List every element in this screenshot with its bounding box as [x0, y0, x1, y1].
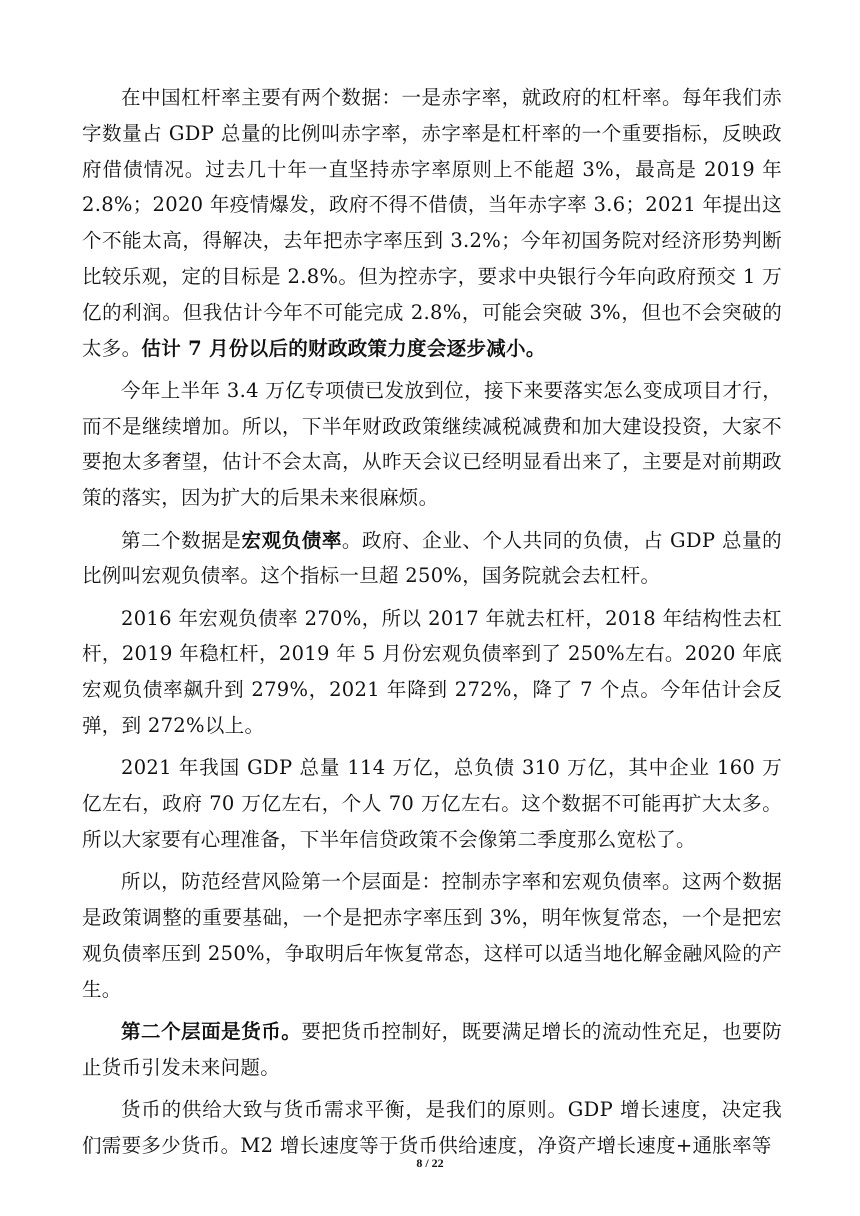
paragraph-text: 2016 年宏观负债率 270%，所以 2017 年就去杠杆，2018 年结构性去杠杆，2019 年稳杠杆，2019 年 5 月份宏观负债率到了 250%左右。2020 年底宏观负债率飙升到 279%，2021 年降到 272%，降了 7 个点。今年估计会反弹，到 272%以上。 — [82, 606, 782, 738]
page-number: 8 / 22 — [416, 1156, 444, 1170]
paragraph-money-supply — [82, 1092, 782, 1164]
paragraph-text-pre: 第二个数据是 — [121, 528, 242, 552]
paragraph-text: 货币的供给大致与货币需求平衡，是我们的原则。GDP 增长速度，决定我们需要多少货币。M2 增长速度等于货币供给速度，净资产增长速度+通胀率等 — [82, 1098, 782, 1157]
paragraph-deficit-rate — [82, 80, 782, 366]
paragraph-gdp-debt — [82, 750, 782, 857]
paragraph-text-post: 。政府、企业、个人共同的负债，占 GDP 总量的比例叫宏观负债率。这个指标一旦超 250%，国务院就会去杠杆。 — [82, 528, 782, 588]
paragraph-text: 所以，防范经营风险第一个层面是：控制赤字率和宏观负债率。这两个数据是政策调整的重要基础，一个是把赤字率压到 3%，明年恢复常态，一个是把宏观负债率压到 250%，争取明后年恢复常态，这样可以适当地化解金融风险的产生。 — [82, 870, 782, 1001]
paragraph-first-level — [82, 864, 782, 1007]
body-text — [82, 80, 782, 1164]
paragraph-text-post: 要把货币控制好，既要满足增长的流动性充足，也要防止货币引发未来问题。 — [82, 1019, 783, 1079]
paragraph-leverage-history — [82, 601, 782, 744]
bold-conclusion: 估计 7 月份以后的财政政策力度会逐步减小。 — [141, 336, 546, 360]
bold-term-macro-leverage: 宏观负债率 — [241, 528, 342, 552]
paragraph-text: 今年上半年 3.4 万亿专项债已发放到位，接下来要落实怎么变成项目才行，而不是继续增加。所以，下半年财政政策继续减税减费和加大建设投资，大家不要抱太多奢望，估计不会太高，从昨天会议已经明显看出来了，主要是对前期政策的落实，因为扩大的后果未来很麻烦。 — [82, 378, 782, 510]
paragraph-special-bonds — [82, 373, 782, 516]
paragraph-text: 2021 年我国 GDP 总量 114 万亿，总负债 310 万亿，其中企业 160 万亿左右，政府 70 万亿左右，个人 70 万亿左右。这个数据不可能再扩大太多。所以大家要有心理准备，下半年信贷政策不会像第二季度那么宽松了。 — [82, 756, 782, 851]
bold-heading-currency: 第二个层面是货币。 — [121, 1019, 302, 1043]
paragraph-second-level — [82, 1014, 782, 1086]
paragraph-macro-leverage — [82, 523, 782, 595]
paragraph-text: 在中国杠杆率主要有两个数据：一是赤字率，就政府的杠杆率。每年我们赤字数量占 GDP 总量的比例叫赤字率，赤字率是杠杆率的一个重要指标，反映政府借债情况。过去几十年一直坚持赤字率原则上不能超 3%，最高是 2019 年 2.8%；2020 年疫情爆发，政府不得不借债，当年赤字率 3.6；2021 年提出这个不能太高，得解决，去年把赤字率压到 3.2%；今年初国务院对经济形势判断比较乐观，定的目标是 2.8%。但为控赤字，要求中央银行今年向政府预交 1 万亿的利润。但我估计今年不可能完成 2.8%，可能会突破 3%，但也不会突破的太多。 — [82, 86, 782, 360]
